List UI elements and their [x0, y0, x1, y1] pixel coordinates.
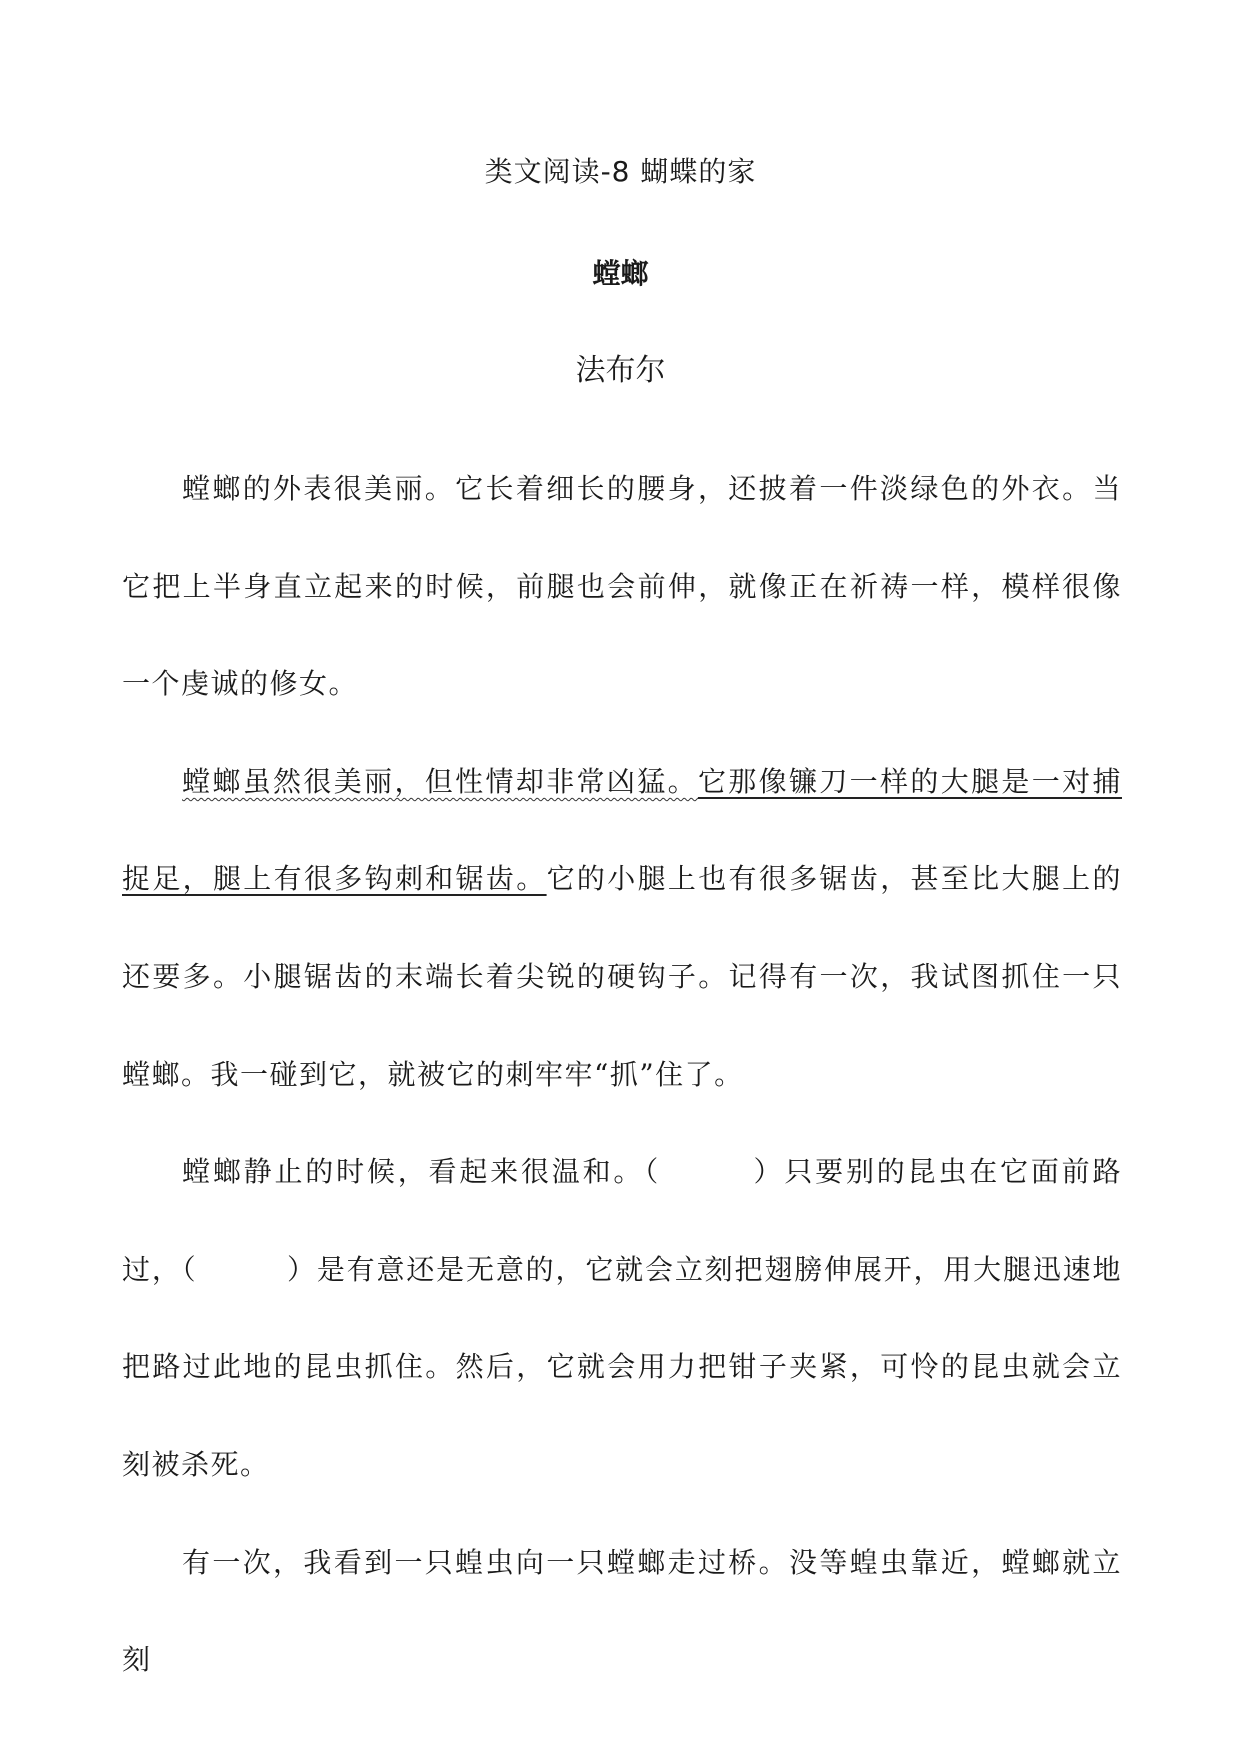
- paragraph-3-part-1: 螳螂静止的时候，看起来很温和。: [182, 1155, 645, 1189]
- answer-blank-1: （ ）: [644, 1155, 785, 1189]
- paragraph-1: 螳螂的外表很美丽。它长着细长的腰身，还披着一件淡绿色的外衣。当它把上半身直立起来的时候，前腿也会前伸，就像正在祈祷一样，模样很像一个虔诚的修女。: [122, 472, 1122, 701]
- author-name: 法布尔: [575, 353, 666, 388]
- paragraph-3-part-2: 只要别的昆虫在它面前路过，: [122, 1155, 1122, 1286]
- paragraph-4: 有一次，我看到一只蝗虫向一只螳螂走过桥。没等蝗虫靠近，螳螂就立刻: [122, 1545, 1122, 1677]
- document-title: 类文阅读-8 蝴蝶的家: [484, 155, 757, 188]
- wavy-underlined-sentence: 螳螂虽然很美丽，但性情却非常凶猛。: [182, 764, 698, 798]
- article-title: 螳螂: [592, 257, 649, 290]
- underlined-sentence: 它那像镰刀一样的大腿是一对捕捉足，腿上有很多钩刺和锯齿。: [122, 764, 1122, 896]
- paragraph-2-rest: 它的小腿上也有很多锯齿，甚至比大腿上的还要多。小腿锯齿的末端长着尖锐的硬钩子。记得有一次，我试图抓住一只螳螂。我一碰到它，就被它的刺牢牢“抓”住了。: [122, 862, 1122, 1091]
- article-body: [122, 440, 1122, 1709]
- paragraph-3: [122, 1123, 1122, 1513]
- paragraph-2: [122, 733, 1122, 1123]
- answer-blank-2: （ ）: [181, 1252, 317, 1286]
- paragraph-3-part-3: 是有意还是无意的，它就会立刻把翅膀伸展开，用大腿迅速地把路过此地的昆虫抓住。然后，它就会用力把钳子夹紧，可怜的昆虫就会立刻被杀死。: [122, 1252, 1122, 1481]
